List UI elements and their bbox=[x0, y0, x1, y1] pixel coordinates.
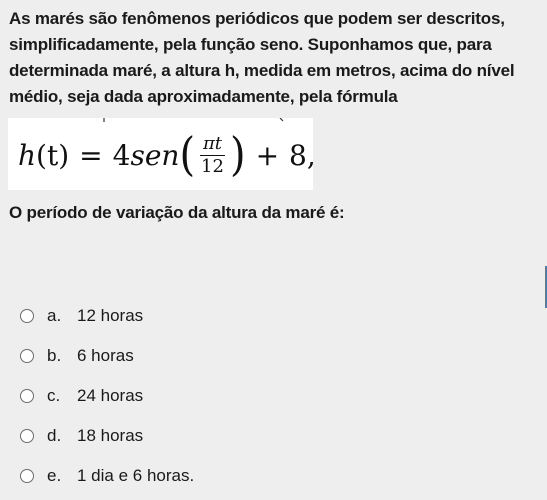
answer-letter: c. bbox=[47, 386, 61, 405]
formula-function-name: h bbox=[18, 138, 37, 172]
answer-text: 6 horas bbox=[77, 346, 134, 365]
answer-option-d[interactable] bbox=[20, 416, 194, 456]
formula-fraction bbox=[198, 134, 227, 177]
answer-text: 24 horas bbox=[77, 386, 144, 405]
formula-close-paren: ) bbox=[229, 128, 246, 182]
radio-button-icon[interactable] bbox=[20, 349, 34, 363]
radio-button-icon[interactable] bbox=[20, 469, 34, 483]
radio-button-icon[interactable] bbox=[20, 429, 34, 443]
question-stem: O período de variação da altura da maré é: bbox=[9, 203, 345, 222]
formula-constant: 8 bbox=[289, 138, 307, 172]
formula-argument: (t) bbox=[36, 138, 70, 172]
clip-mark bbox=[280, 118, 283, 121]
answer-text: 1 dia e 6 horas. bbox=[77, 466, 195, 485]
answer-option-b[interactable] bbox=[20, 336, 194, 376]
answer-letter: d. bbox=[47, 426, 62, 445]
formula-equals: = bbox=[79, 138, 103, 172]
answer-letter: b. bbox=[47, 346, 62, 365]
formula-numerator: πt bbox=[200, 134, 225, 156]
formula bbox=[18, 128, 316, 182]
answer-option-c[interactable] bbox=[20, 376, 194, 416]
answer-letter: e. bbox=[47, 466, 62, 485]
formula-image bbox=[8, 118, 316, 190]
answer-option-a[interactable] bbox=[20, 296, 194, 336]
answer-option-e[interactable] bbox=[20, 456, 194, 496]
radio-button-icon[interactable] bbox=[20, 389, 34, 403]
formula-denominator: 12 bbox=[201, 155, 224, 177]
question-text: As marés são fenômenos periódicos que podem ser descritos, simplificadamente, pela função seno. Suponhamos que, para determinada maré, a altura h, medida em metros, acima do nível médio, seja dada aproximadamente, pela fórmula bbox=[9, 9, 515, 106]
formula-open-paren: ( bbox=[179, 128, 196, 182]
formula-coefficient: 4 bbox=[112, 138, 131, 172]
formula-sine: sen bbox=[130, 138, 180, 172]
answer-text: 18 horas bbox=[77, 426, 144, 445]
formula-plus: + bbox=[255, 138, 280, 172]
answer-text: 12 horas bbox=[77, 306, 144, 325]
answer-list bbox=[20, 296, 194, 496]
answer-letter: a. bbox=[47, 306, 62, 325]
formula-comma: , bbox=[306, 138, 316, 172]
radio-button-icon[interactable] bbox=[20, 309, 34, 323]
